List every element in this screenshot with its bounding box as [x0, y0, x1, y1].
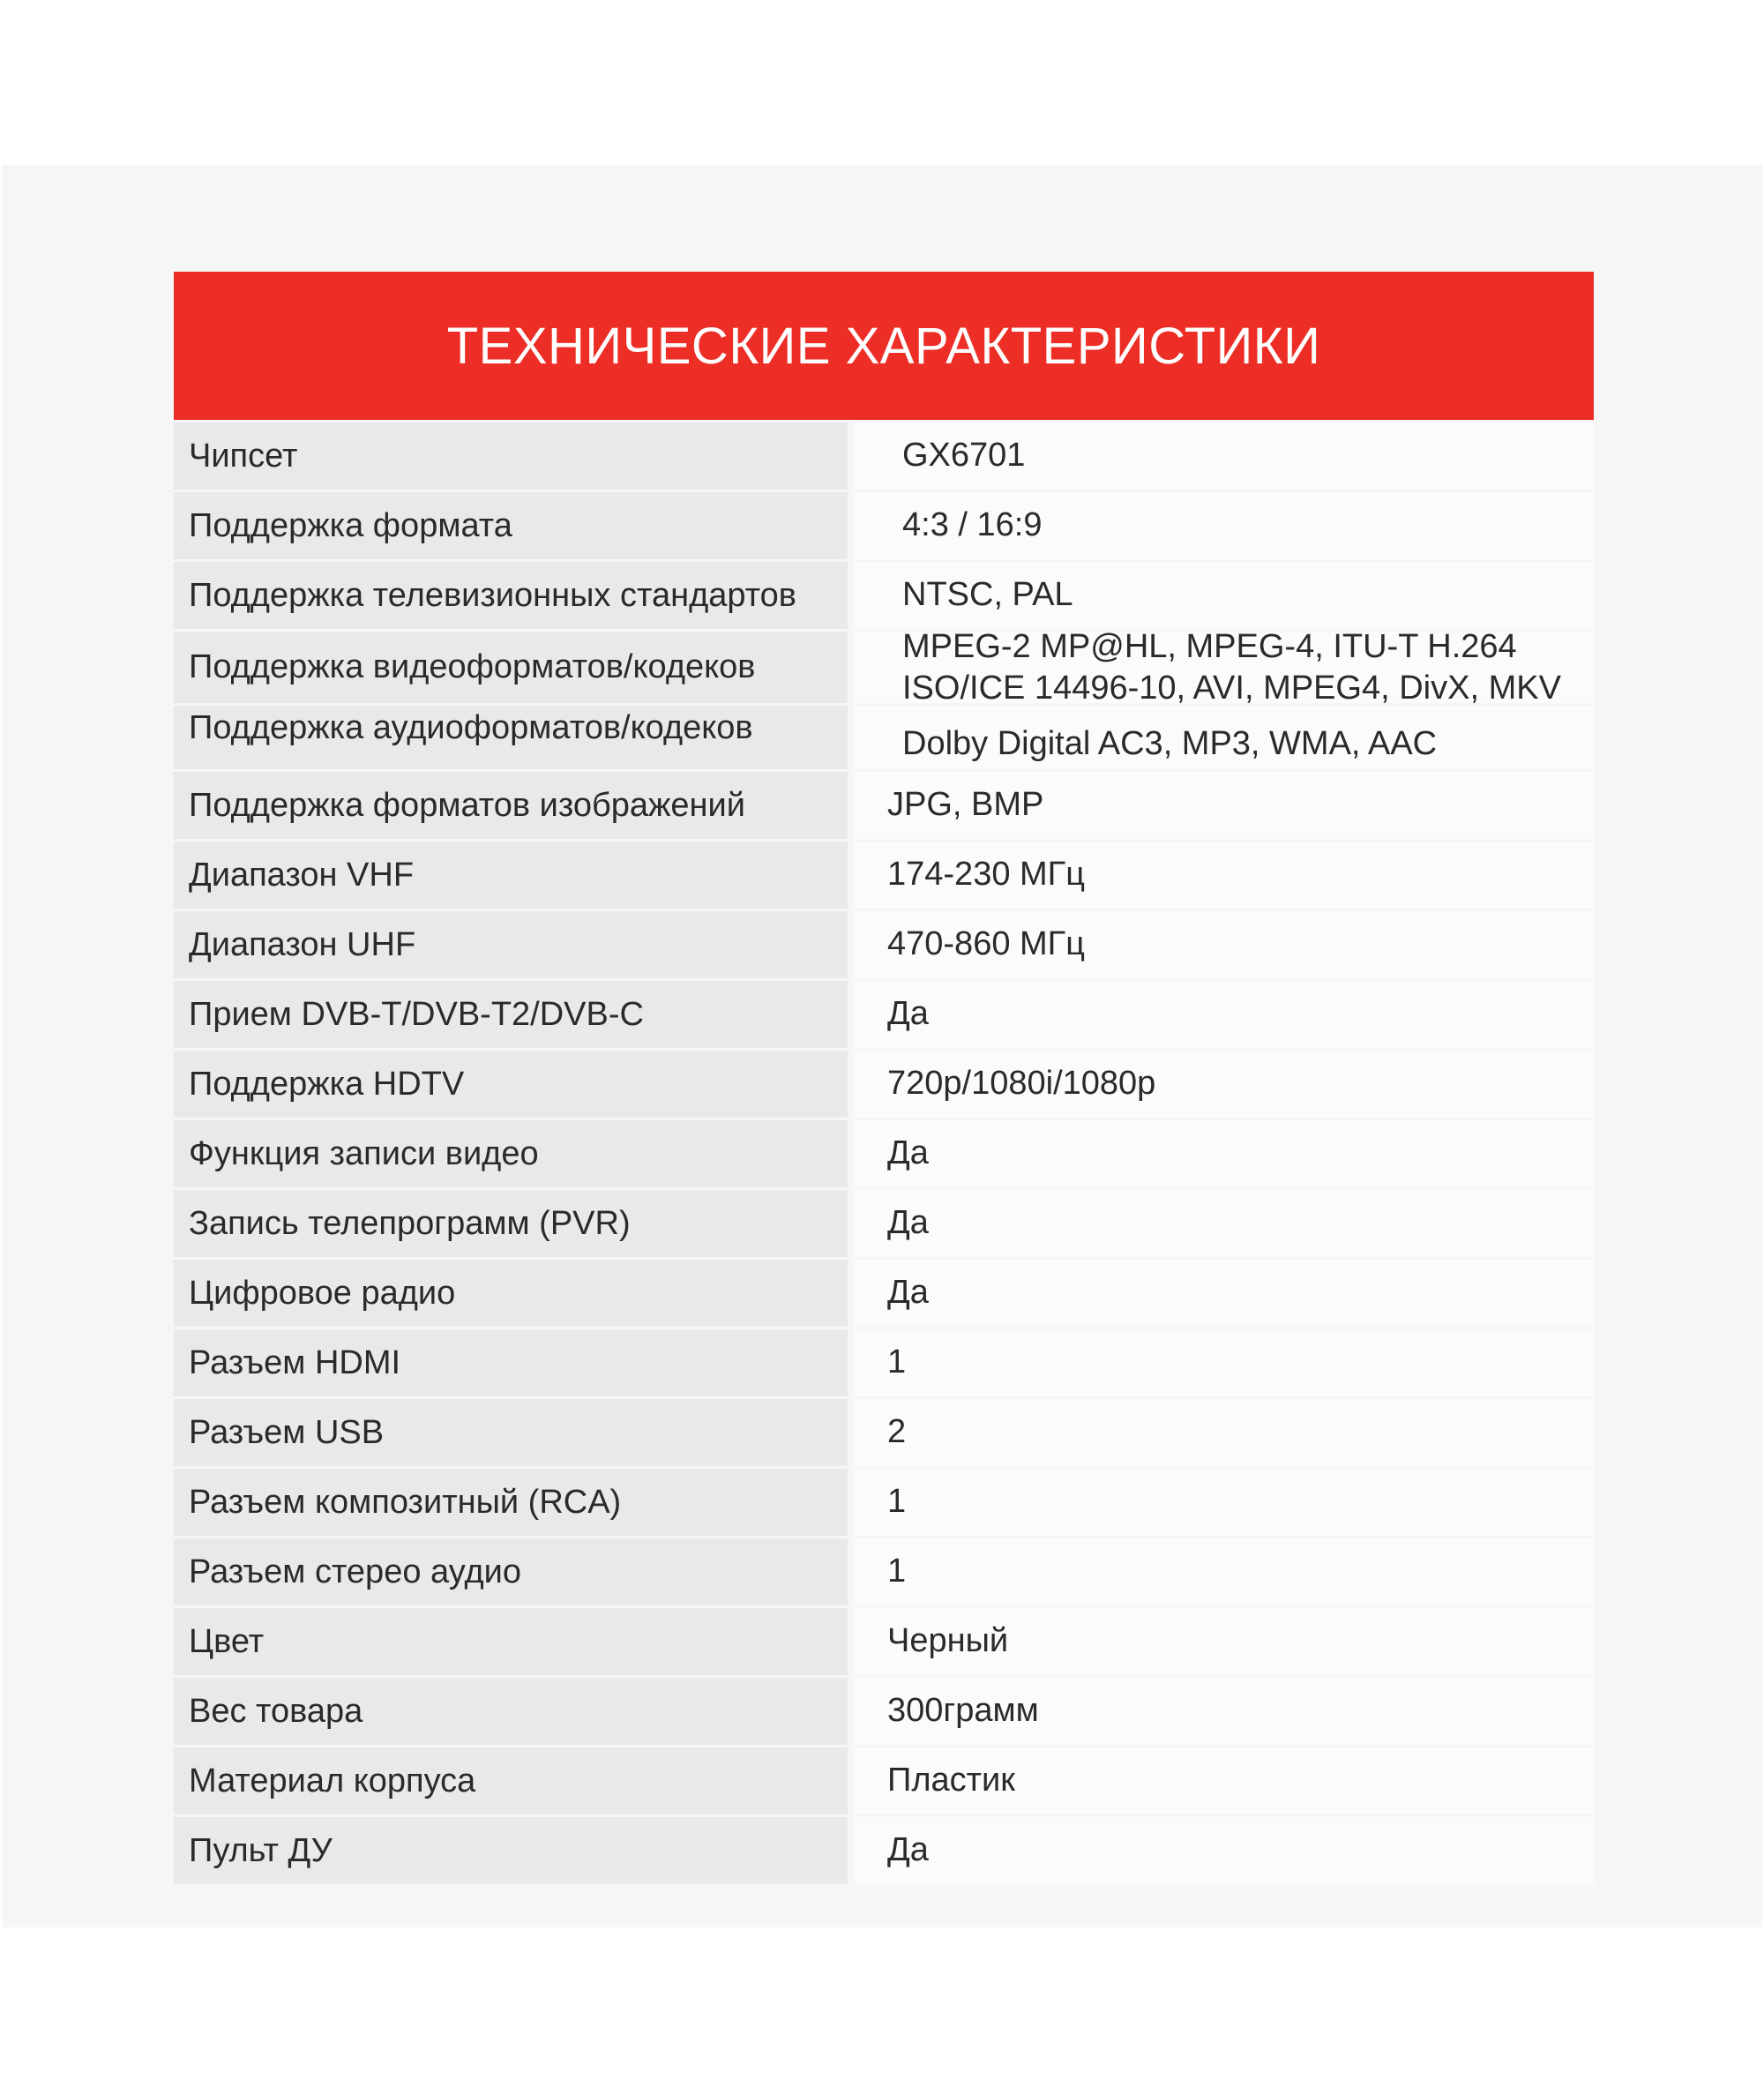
spec-row-aspect [174, 492, 1594, 559]
spec-label: Функция записи видео [174, 1120, 848, 1187]
spec-label: Поддержка формата [174, 492, 848, 559]
spec-row-material [174, 1747, 1594, 1814]
spec-value: Да [855, 1190, 1594, 1257]
spec-value: Да [855, 1120, 1594, 1187]
spec-value: 1 [855, 1329, 1594, 1396]
spec-row-hdtv [174, 1051, 1594, 1118]
spec-label: Пульт ДУ [174, 1817, 848, 1884]
spec-value: Да [855, 1817, 1594, 1884]
spec-row-vhf [174, 842, 1594, 909]
spec-value-line-2: ISO/ICE 14496-10, AVI, MPEG4, DivX, MKV [902, 669, 1561, 703]
spec-value: 1 [855, 1469, 1594, 1536]
spec-row-stereo-audio [174, 1538, 1594, 1605]
spec-row-hdmi [174, 1329, 1594, 1396]
spec-value: 4:3 / 16:9 [855, 492, 1594, 559]
spec-label: Разъем композитный (RCA) [174, 1469, 848, 1536]
spec-label: Поддержка аудиоформатов/кодеков [174, 706, 848, 769]
spec-value: JPG, BMP [855, 772, 1594, 839]
spec-label: Диапазон VHF [174, 842, 848, 909]
spec-row-color [174, 1608, 1594, 1675]
spec-row-radio [174, 1260, 1594, 1327]
spec-value: GX6701 [855, 423, 1594, 490]
spec-header [174, 272, 1594, 420]
spec-sheet [174, 272, 1594, 1887]
spec-label: Чипсет [174, 423, 848, 490]
spec-value-line-1: MPEG-2 MP@HL, MPEG-4, ITU-T H.264 [902, 632, 1517, 666]
spec-label: Вес товара [174, 1678, 848, 1745]
spec-value: 470-860 МГц [855, 911, 1594, 978]
spec-row-uhf [174, 911, 1594, 978]
spec-value: Да [855, 1260, 1594, 1327]
spec-value: 720p/1080i/1080p [855, 1051, 1594, 1118]
spec-label: Разъем HDMI [174, 1329, 848, 1396]
spec-value: 2 [855, 1399, 1594, 1466]
spec-row-weight [174, 1678, 1594, 1745]
spec-label: Диапазон UHF [174, 911, 848, 978]
spec-row-tv-standards [174, 562, 1594, 629]
spec-row-remote [174, 1817, 1594, 1884]
spec-row-audio-codecs [174, 706, 1594, 769]
spec-value: Dolby Digital AC3, MP3, WMA, AAC [855, 706, 1594, 769]
spec-label: Цвет [174, 1608, 848, 1675]
spec-label: Поддержка видеоформатов/кодеков [174, 632, 848, 703]
spec-label: Разъем USB [174, 1399, 848, 1466]
spec-value: 174-230 МГц [855, 842, 1594, 909]
spec-value [855, 632, 1594, 703]
spec-table [174, 420, 1594, 1884]
spec-row-dvb [174, 981, 1594, 1048]
spec-value: NTSC, PAL [855, 562, 1594, 629]
spec-value: Пластик [855, 1747, 1594, 1814]
spec-label: Материал корпуса [174, 1747, 848, 1814]
spec-row-rca [174, 1469, 1594, 1536]
spec-title: ТЕХНИЧЕСКИЕ ХАРАКТЕРИСТИКИ [446, 317, 1321, 375]
spec-row-chipset [174, 423, 1594, 490]
spec-label: Поддержка форматов изображений [174, 772, 848, 839]
spec-label: Разъем стерео аудио [174, 1538, 848, 1605]
spec-row-usb [174, 1399, 1594, 1466]
spec-label: Цифровое радио [174, 1260, 848, 1327]
spec-value: 300грамм [855, 1678, 1594, 1745]
spec-label: Запись телепрограмм (PVR) [174, 1190, 848, 1257]
spec-label: Поддержка HDTV [174, 1051, 848, 1118]
spec-value: Да [855, 981, 1594, 1048]
spec-value: 1 [855, 1538, 1594, 1605]
spec-row-video-recording [174, 1120, 1594, 1187]
spec-label: Поддержка телевизионных стандартов [174, 562, 848, 629]
spec-row-image-formats [174, 772, 1594, 839]
spec-label: Прием DVB-T/DVB-T2/DVB-C [174, 981, 848, 1048]
spec-value: Черный [855, 1608, 1594, 1675]
spec-row-pvr [174, 1190, 1594, 1257]
spec-row-video-codecs [174, 632, 1594, 703]
